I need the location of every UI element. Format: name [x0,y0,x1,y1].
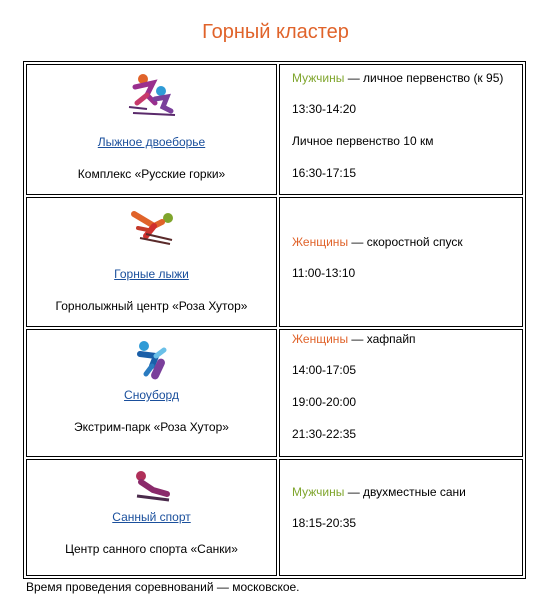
event-line: Личное первенство 10 км [292,134,434,148]
schedule-table [23,61,526,579]
event-desc: — личное первенство (к 95) [344,71,504,85]
event-line [292,235,463,249]
sport-cell [26,459,277,576]
event-time: 14:00-17:05 [292,363,357,377]
events-cell [279,64,523,195]
sport-cell [26,197,277,327]
events-cell [279,459,523,576]
event-time: 21:30-22:35 [292,427,357,441]
gender-label: Женщины [292,332,349,346]
sport-cell [26,329,277,457]
venue-label: Центр санного спорта «Санки» [65,542,238,556]
table-row [26,459,523,576]
event-time: 13:30-14:20 [292,102,357,116]
event-time: 19:00-20:00 [292,395,357,409]
table-row [26,329,523,457]
gender-label: Мужчины [292,485,345,499]
snowboard-pictogram-icon [132,340,172,384]
venue-label: Горнолыжный центр «Роза Хутор» [55,299,248,313]
page-title: Горный кластер [202,21,349,43]
sport-link-alpine-skiing[interactable]: Горные лыжи [114,267,189,281]
event-time: 18:15-20:35 [292,516,357,530]
table-row [26,197,523,327]
event-desc: — скоростной спуск [348,235,463,249]
sport-cell [26,64,277,195]
event-line [292,485,466,499]
gender-label: Мужчины [292,71,345,85]
footnote: Время проведения соревнований — московское. [26,580,300,594]
events-cell [279,329,523,457]
venue-label: Экстрим-парк «Роза Хутор» [74,420,229,434]
nordic-combined-pictogram-icon [125,73,179,119]
gender-label: Женщины [292,235,349,249]
event-time: 16:30-17:15 [292,166,357,180]
event-desc: — хафпайп [348,332,416,346]
event-line [292,71,503,85]
events-cell [279,197,523,327]
sport-link-snowboard[interactable]: Сноуборд [124,388,179,402]
event-time: 11:00-13:10 [292,266,356,280]
venue-label: Комплекс «Русские горки» [77,167,226,181]
event-desc: — двухместные сани [344,485,466,499]
alpine-skiing-pictogram-icon [128,208,176,248]
sport-link-luge[interactable]: Санный спорт [112,510,191,524]
table-row [26,64,523,195]
luge-pictogram-icon [133,470,171,502]
sport-link-nordic-combined[interactable]: Лыжное двоеборье [97,135,206,149]
event-line [292,332,416,346]
